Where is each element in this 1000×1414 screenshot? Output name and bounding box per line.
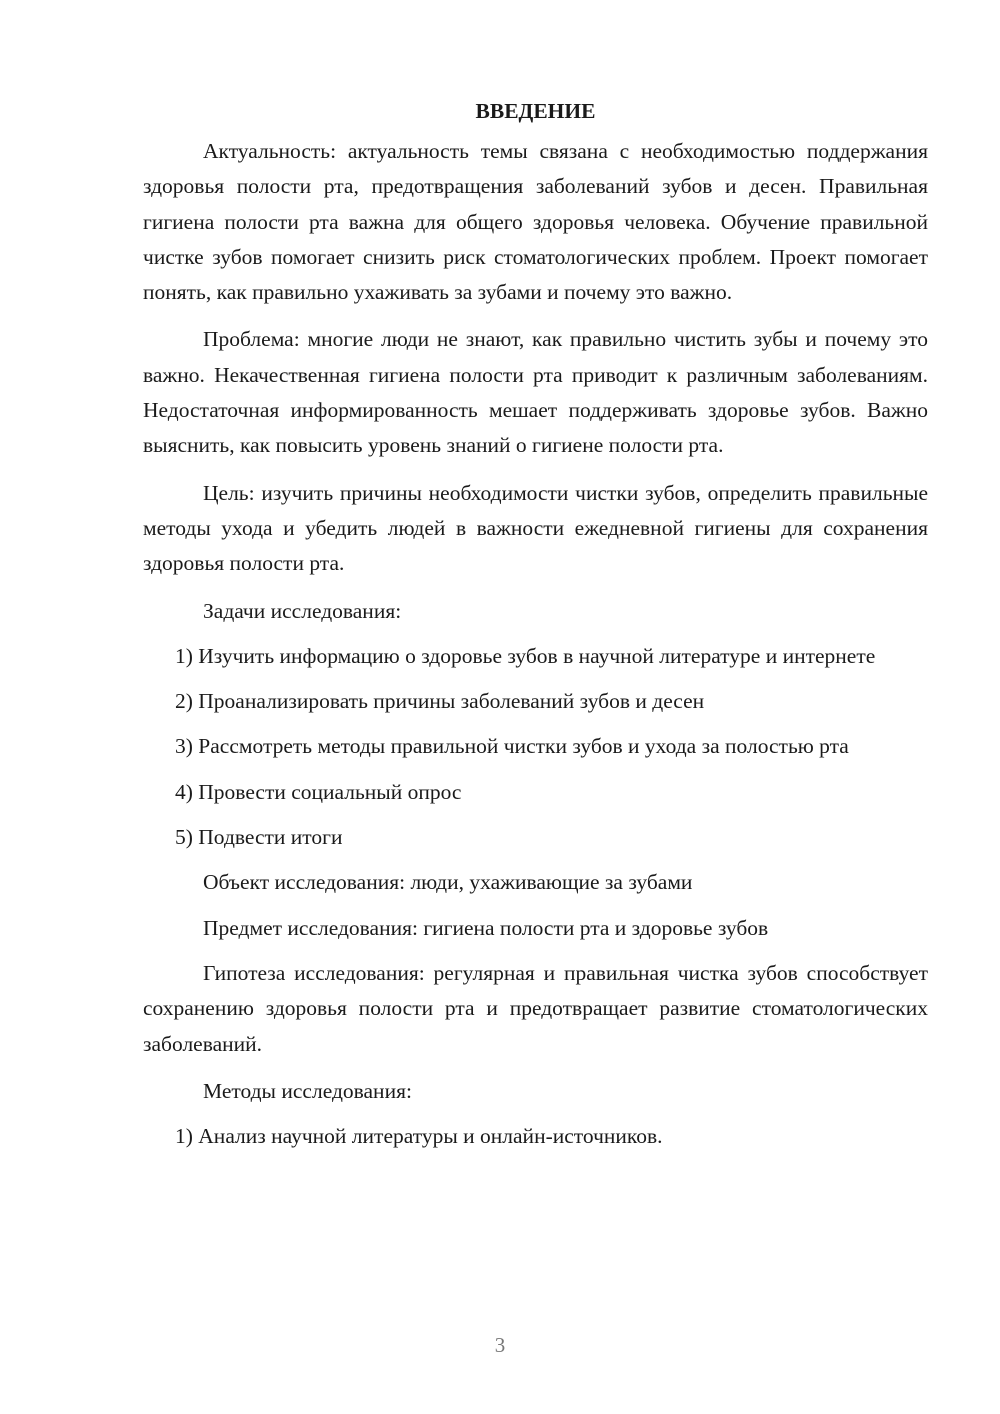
goal-paragraph: Цель: изучить причины необходимости чистки зубов, определить правильные методы ухода и убедить людей в важности ежедневной гигиены для сохранения здоровья полости рта. <box>143 480 928 576</box>
research-object: Объект исследования: люди, ухаживающие за зубами <box>203 870 693 895</box>
tasks-heading: Задачи исследования: <box>203 598 402 623</box>
problem-paragraph: Проблема: многие люди не знают, как правильно чистить зубы и почему это важно. Некачественная гигиена полости рта приводит к различным заболеваниям. Недостаточная информированность мешает поддерживать здоровье зубов. Важно выяснить, как повысить уровень знаний о гигиене полости рта. <box>143 327 928 458</box>
relevance-paragraph: Актуальность: актуальность темы связана с необходимостью поддержания здоровья полости рта, предотвращения заболеваний зубов и десен. Правильная гигиена полости рта важна для общего здоровья человека. Обучение правильной чистке зубов помогает снизить риск стоматологических проблем. Проект помогает понять, как правильно ухаживать за зубами и почему это важно. <box>143 139 928 305</box>
methods-heading: Методы исследования: <box>203 1078 412 1103</box>
task-item-2: 2) Проанализировать причины заболеваний зубов и десен <box>175 689 705 714</box>
method-item-1: 1) Анализ научной литературы и онлайн-источников. <box>175 1124 663 1149</box>
task-item-1: 1) Изучить информацию о здоровье зубов в научной литературе и интернете <box>175 643 876 668</box>
research-subject: Предмет исследования: гигиена полости рта и здоровье зубов <box>203 915 769 940</box>
page-content <box>143 96 928 1164</box>
task-item-5: 5) Подвести итоги <box>175 825 343 850</box>
hypothesis-paragraph: Гипотеза исследования: регулярная и правильная чистка зубов способствует сохранению здоровья полости рта и предотвращает развитие стоматологических заболеваний. <box>143 960 928 1056</box>
page-number: 3 <box>494 1333 506 1357</box>
page-title: ВВЕДЕНИЕ <box>475 99 596 123</box>
task-item-4: 4) Провести социальный опрос <box>175 779 462 804</box>
task-item-3: 3) Рассмотреть методы правильной чистки зубов и ухода за полостью рта <box>175 734 849 759</box>
